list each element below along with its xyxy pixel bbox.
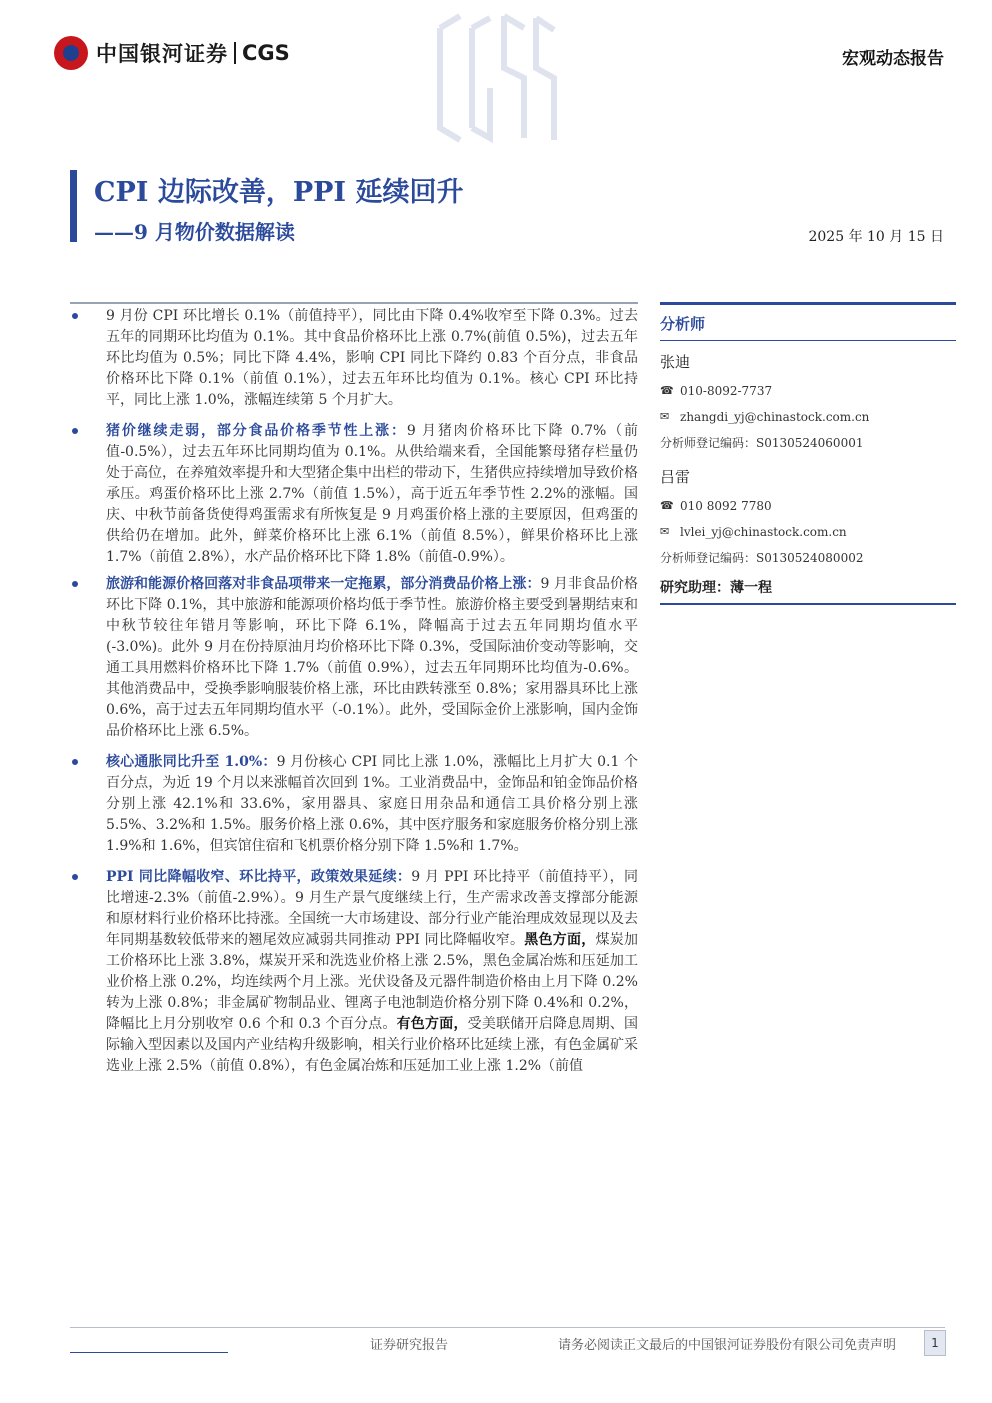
sidebar-heading-rule [660,340,956,341]
summary-item-text: 煤炭加工价格环比上涨 3.8%，煤炭开采和洗选业价格上涨 2.5%，黑色金属冶炼和压延加工业价格上涨 0.2%，均连续两个月上涨。光伏设备及元器件制造价格由上月下降 0.2%转为上涨 0.8%；非金属矿物制品业、锂离子电池制造价格分别下降 0.4%和 0.2%，降幅比上月分别收窄 0.6 个和 0.3 个百分点。 [106,932,638,1032]
analyst-email[interactable]: zhangdi_yj@chinastock.com.cn [680,410,870,424]
summary-item-nonfood [70,574,638,742]
bullet-icon [72,759,78,765]
footer-divider [70,1327,945,1328]
analyst-phone-row [660,378,956,404]
summary-item-text: 受美联储开启降息周期、国际输入型因素以及国内产业结构升级影响，相关行业价格环比延续上涨，有色金属矿采选业上涨 2.5%（前值 0.8%），有色金属冶炼和压延加工业上涨 1.2%（前值 [106,1016,639,1074]
analyst-phone: 010-8092-7737 [680,384,773,398]
footer-accent-line [70,1352,228,1353]
analyst-reg-row [660,430,956,456]
analyst-reg-row [660,545,956,571]
research-assistant: 研究助理：薄一程 [660,577,956,605]
summary-item-pork [70,421,638,568]
content-divider [70,302,638,304]
title-accent-bar [70,170,77,242]
analyst-reg-code: 分析师登记编码：S0130524060001 [660,436,864,450]
summary-item-text: 9 月猪肉价格环比下降 0.7%（前值-0.5%），过去五年环比同期均值为 0.1%。从供给端来看，全国能繁母猪存栏量仍处于高位，在养殖效率提升和大型猪企集中出栏的带动下，生猪供应持续增加导致价格承压。鸡蛋价格环比上涨 2.7%（前值 1.5%），高于近五年季节性 2.2%的涨幅。国庆、中秋节前备货使得鸡蛋需求有所恢复是 9 月鸡蛋价格上涨的主要原因，但鸡蛋的供给仍在增加。此外，鲜菜价格环比上涨 6.1%（前值 8.5%），鲜果价格环比上涨 1.7%（前值 2.8%），水产品价格环比下降 1.8%（前值-0.9%）。 [106,423,639,565]
bullet-icon [72,581,78,587]
footer-disclaimer: 请务必阅读正文最后的中国银河证券股份有限公司免责声明 [558,1338,897,1353]
logo-text-en: CGS [242,41,290,65]
analyst-card [660,466,956,571]
analyst-card [660,351,956,456]
analyst-phone-row [660,493,956,519]
footer-label: 证券研究报告 [370,1338,449,1353]
summary-item-lead: PPI 同比降幅收窄、环比持平，政策效果延续： [106,869,412,885]
analyst-sidebar [660,302,956,605]
summary-item-core [70,752,638,857]
bullet-icon [72,313,78,319]
phone-icon: ☎ [660,499,674,512]
logo-separator [234,42,236,64]
summary-item-subhead: 黑色方面， [524,932,596,948]
analyst-name: 吕雷 [660,468,691,486]
summary-item-text: 9 月非食品价格环比下降 0.1%，其中旅游和能源项价格均低于季节性。旅游价格主要受到暑期结束和中秋节较往年错月等影响，环比下降 6.1%，降幅高于过去五年同期均值水平(-3.0%)。此外 9 月在份持原油月均价格环比下降 0.3%，受国际油价变动等影响，交通工具用燃料价格环比下降 1.7%（前值 0.9%），过去五年同期环比均值为-0.6%。其他消费品中，受换季影响服装价格上涨，环比由跌转涨至 0.8%；家用器具环比上涨 0.6%，高于过去五年同期均值水平（-0.1%）。此外，受国际金价上涨影响，国内金饰品价格环比上涨 6.5%。 [106,576,639,739]
sidebar-heading: 分析师 [660,315,706,333]
cgs-watermark-icon [432,8,562,148]
email-icon: ✉ [660,525,670,538]
summary-item-lead: 旅游和能源价格回落对非食品项带来一定拖累，部分消费品价格上涨： [106,576,541,592]
report-subtitle: ——9 月物价数据解读 [94,220,295,244]
summary-item-cpi [70,306,638,411]
phone-icon: ☎ [660,384,674,397]
logo-icon [54,36,88,70]
analyst-reg-code: 分析师登记编码：S0130524080002 [660,551,864,565]
analyst-phone: 010 8092 7780 [680,499,772,513]
analyst-email-row [660,404,956,430]
summary-points [70,306,638,1087]
bullet-icon [72,428,78,434]
summary-item-text: 9 月 PPI 环比持平（前值持平），同比增速-2.3%（前值-2.9%）。9 月生产景气度继续上行，生产需求改善支撑部分能源和原材料行业价格环比持涨。全国统一大市场建设、部分行业产能治理成效显现以及去年同期基数较低带来的翘尾效应减弱共同推动 PPI 同比降幅收窄。 [106,869,638,948]
email-icon: ✉ [660,410,670,423]
summary-item-lead: 核心通胀同比升至 1.0%： [106,754,277,770]
sidebar-top-rule [660,302,956,305]
report-title: CPI 边际改善，PPI 延续回升 [94,177,464,208]
analyst-name: 张迪 [660,353,691,371]
summary-item-ppi [70,867,638,1077]
page-header [0,0,992,160]
logo-text-cn: 中国银河证券 [96,42,228,66]
summary-item-text: 9 月份 CPI 环比增长 0.1%（前值持平），同比由下降 0.4%收窄至下降 0.3%。过去五年的同期环比均值为 0.1%。其中食品价格环比上涨 0.7%(前值 0.5%)，过去五年环比均值为 0.5%；同比下降 4.4%，影响 CPI 同比下降约 0.83 个百分点，非食品价格环比下降 0.1%（前值 0.1%），过去五年环比均值为 0.1%。核心 CPI 环比持平，同比上涨 1.0%，涨幅连续第 5 个月扩大。 [106,308,638,408]
page-number: 1 [924,1330,946,1356]
company-logo [54,36,290,70]
summary-item-text: 9 月份核心 CPI 同比上涨 1.0%，涨幅比上月扩大 0.1 个百分点，为近 19 个月以来涨幅首次回到 1%。工业消费品中，金饰品和铂金饰品价格分别上涨 42.1%和 33.6%，家用器具、家庭日用杂品和通信工具价格分别上涨 5.5%、3.2%和 1.5%。服务价格上涨 0.6%，其中医疗服务和家庭服务价格分别上涨 1.9%和 1.6%，但宾馆住宿和飞机票价格分别下降 1.5%和 1.7%。 [106,754,638,854]
report-type-label: 宏观动态报告 [842,49,944,69]
analyst-email-row [660,519,956,545]
report-date: 2025 年 10 月 15 日 [808,229,944,245]
bullet-icon [72,874,78,880]
analyst-email[interactable]: lvlei_yj@chinastock.com.cn [680,525,847,539]
summary-item-lead: 猪价继续走弱，部分食品价格季节性上涨： [106,423,407,439]
summary-item-subhead: 有色方面， [396,1016,468,1032]
